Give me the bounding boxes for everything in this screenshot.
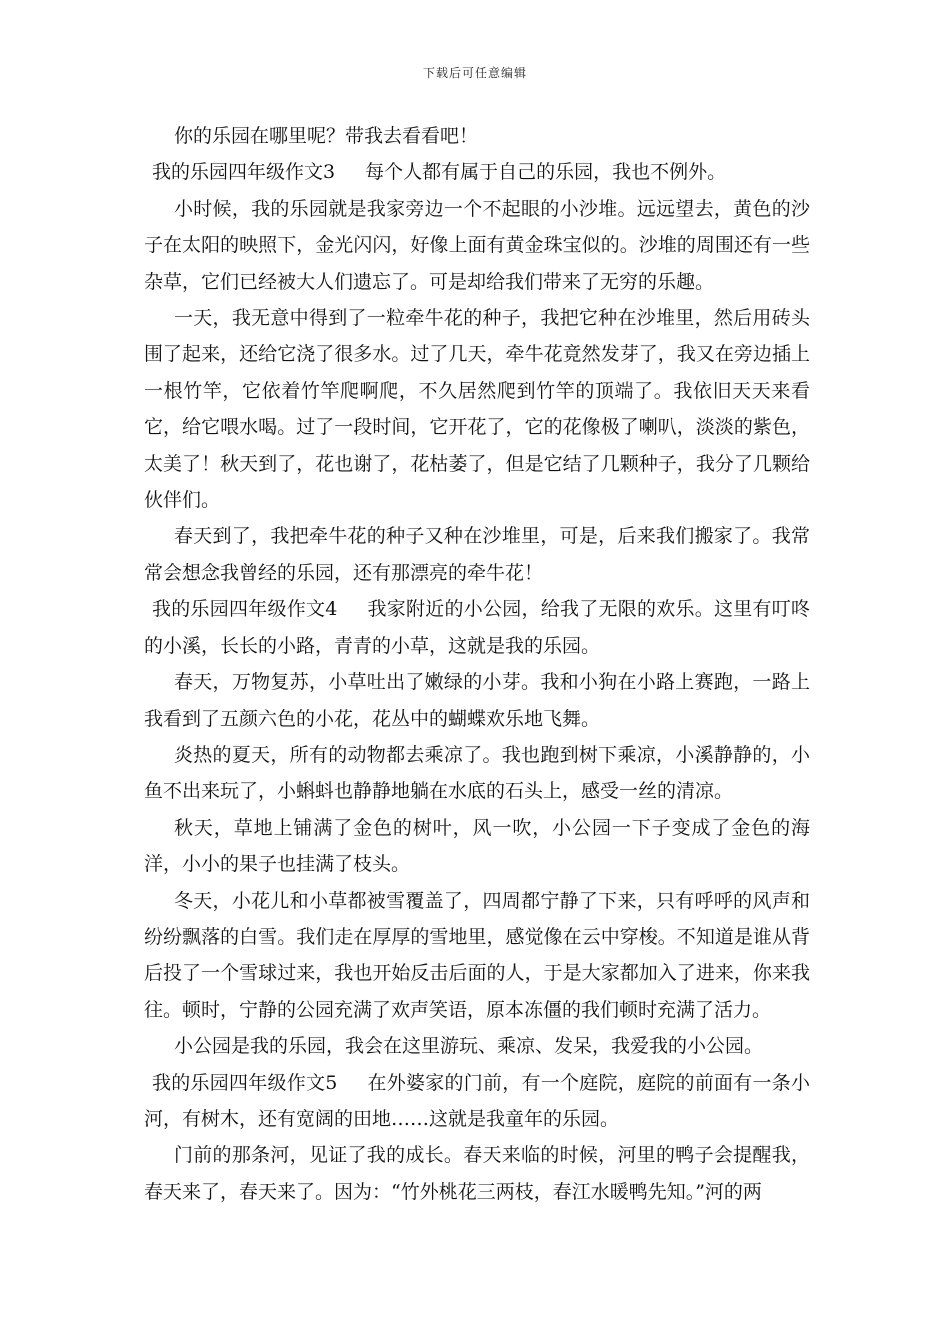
- essay-title: 我的乐园四年级作文4: [152, 598, 338, 621]
- paragraph: 炎热的夏天，所有的动物都去乘凉了。我也跑到树下乘凉，小溪静静的，小鱼不出来玩了，小蝌蚪也静静地躺在水底的石头上，感受一丝的清凉。: [144, 743, 810, 803]
- document-body: [144, 118, 810, 1210]
- paragraph: 小时候，我的乐园就是我家旁边一个不起眼的小沙堆。远远望去，黄色的沙子在太阳的映照下，金光闪闪，好像上面有黄金珠宝似的。沙堆的周围还有一些杂草，它们已经被大人们遗忘了。可是却给我们带来了无穷的乐趣。: [144, 197, 810, 293]
- page-header: 下载后可任意编辑: [422, 66, 527, 80]
- paragraph: 秋天，草地上铺满了金色的树叶，风一吹，小公园一下子变成了金色的海洋，小小的果子也挂满了枝头。: [144, 816, 810, 876]
- paragraph: 门前的那条河，见证了我的成长。春天来临的时候，河里的鸭子会提醒我，春天来了，春天来了。因为：“竹外桃花三两枝，春江水暖鸭先知。”河的两: [144, 1144, 810, 1203]
- essay-intro: 每个人都有属于自己的乐园，我也不例外。: [365, 161, 727, 184]
- paragraph: 春天到了，我把牵牛花的种子又种在沙堆里，可是，后来我们搬家了。我常常会想念我曾经的乐园，还有那漂亮的牵牛花！: [144, 525, 810, 584]
- essay-title: 我的乐园四年级作文5: [152, 1071, 338, 1094]
- essay-intro: 在外婆家的门前，有一个庭院，庭院的前面有一条小河，有树木，还有宽阔的田地……这就是我童年的乐园。: [144, 1071, 810, 1130]
- paragraph: 春天，万物复苏，小草吐出了嫩绿的小芽。我和小狗在小路上赛跑，一路上我看到了五颜六色的小花，花丛中的蝴蝶欢乐地飞舞。: [144, 671, 810, 730]
- paragraph: 你的乐园在哪里呢？带我去看看吧！: [174, 125, 479, 147]
- essay-5-title-line: [144, 1065, 810, 1138]
- essay-4-title-line: [144, 591, 810, 664]
- essay-title: 我的乐园四年级作文3: [152, 161, 336, 184]
- paragraph: 小公园是我的乐园，我会在这里游玩、乘凉、发呆，我爱我的小公园。: [174, 1035, 764, 1058]
- paragraph: 冬天，小花儿和小草都被雪覆盖了，四周都宁静了下来，只有呼呼的风声和纷纷飘落的白雪。我们走在厚厚的雪地里，感觉像在云中穿梭。不知道是谁从背后投了一个雪球过来，我也开始反击后面的人，于是大家都加入了进来，你来我往。顿时，宁静的公园充满了欢声笑语，原本冻僵的我们顿时充满了活力。: [144, 889, 810, 1021]
- paragraph: 一天，我无意中得到了一粒牵牛花的种子，我把它种在沙堆里，然后用砖头围了起来，还给它浇了很多水。过了几天，牵牛花竟然发芽了，我又在旁边插上一根竹竿，它依着竹竿爬啊爬，不久居然爬到竹竿的顶端了。我依旧天天来看它，给它喂水喝。过了一段时间，它开花了，它的花像极了喇叭，淡淡的紫色，太美了！秋天到了，花也谢了，花枯萎了，但是它结了几颗种子，我分了几颗给伙伴们。: [144, 307, 810, 512]
- essay-3-title-line: [144, 154, 810, 190]
- essay-intro: 我家附近的小公园，给我了无限的欢乐。这里有叮咚的小溪，长长的小路，青青的小草，这就是我的乐园。: [144, 598, 810, 657]
